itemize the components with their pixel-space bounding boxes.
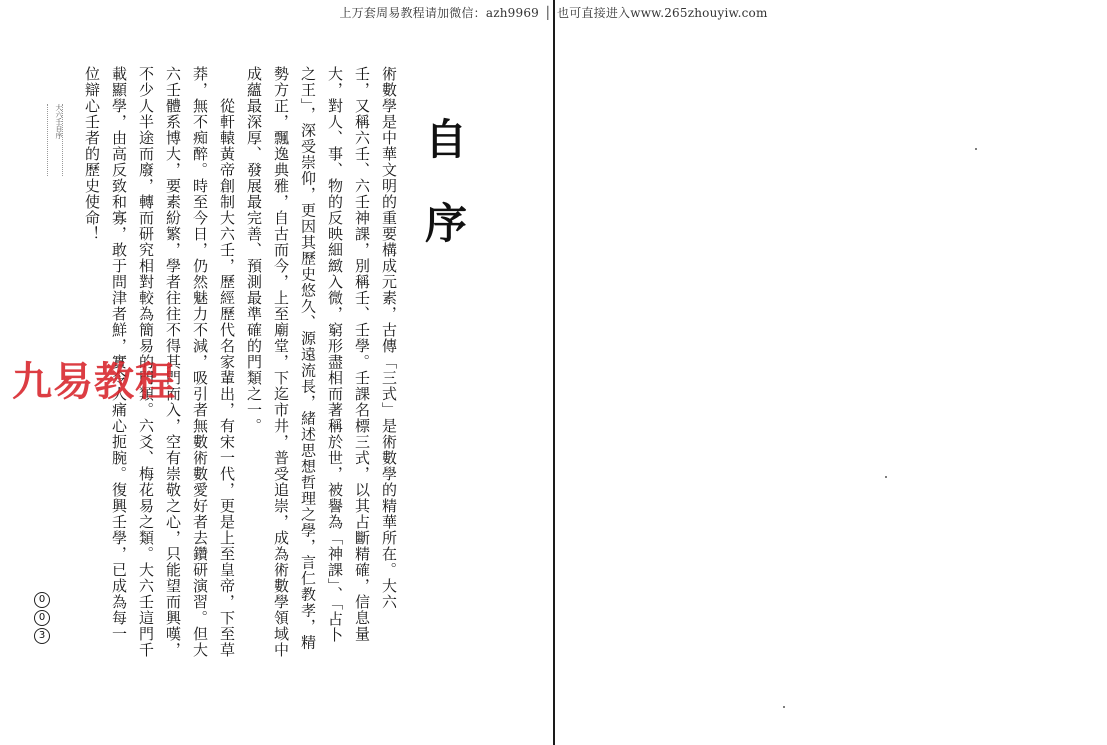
scan-speck [885,476,887,478]
left-page [0,0,553,745]
text-column-6: 成蘊最深厚、發展最完善、預測最準確的門類之一。 [245,66,263,434]
preface-title [422,98,470,266]
scan-speck [783,706,785,708]
text-column-7: 從軒轅黃帝創制大六壬，歷經歷代名家輩出，有宋一代，更是上至皇帝，下至草 [218,98,236,658]
ad-text-website: 也可直接进入www.265zhouyiw.com [557,6,768,20]
text-column-12: 位辯心壬者的歷史使命！ [83,66,101,242]
title-char-2: 序 [424,199,467,248]
text-column-5: 勢方正，飄逸典雅，自古而今，上至廟堂，下迄市井，普受追崇，成為術數學領域中 [272,66,290,658]
ad-separator: │ [544,6,552,20]
title-char-1: 自 [424,115,467,164]
page-number-digit-3: 3 [34,628,50,644]
text-column-4: 之王」，深受崇仰，更因其歷史悠久、源遠流長，緒述思想哲理之學，言仁教孝，精 [299,66,317,651]
watermark-logo: 九易教程 [12,359,176,405]
page-number-digit-1: 0 [34,592,50,608]
scan-speck [975,148,977,150]
page-number [34,592,50,646]
text-column-11: 載顯學，由高反致和寡，敢于問津者鮮，實令人痛心扼腕。復興壬學，已成為每一 [110,66,128,642]
text-column-2: 壬，又稱六壬、六壬神課，別稱壬、壬學。壬課名標三式，以其占斷精確，信息量 [353,66,371,642]
right-page-blank [555,0,1107,745]
text-column-8: 莽，無不痴醉。時至今日，仍然魅力不減，吸引者無數術數愛好者去鑽研演習。但大 [191,66,209,658]
running-side-title: 大六壬自序 [47,104,63,176]
text-column-1: 術數學是中華文明的重要構成元素，古傳「三式」是術數學的精華所在。大六 [380,66,398,610]
text-column-9: 六壬體系博大，要素紛繁，學者往往不得其門而入，空有崇敬之心，只能望而興嘆， [164,66,182,658]
text-column-10: 不少人半途而廢，轉而研究相對較為簡易的門類。六爻、梅花易之類。大六壬這門千 [137,66,155,658]
text-column-3: 大，對人、事、物的反映細緻入微，窮形盡相而著稱於世，被譽為「神課」、「占卜 [326,66,344,643]
ad-text-wechat: 上万套周易教程请加微信：azh9969 [339,6,539,20]
page-number-digit-2: 0 [34,610,50,626]
